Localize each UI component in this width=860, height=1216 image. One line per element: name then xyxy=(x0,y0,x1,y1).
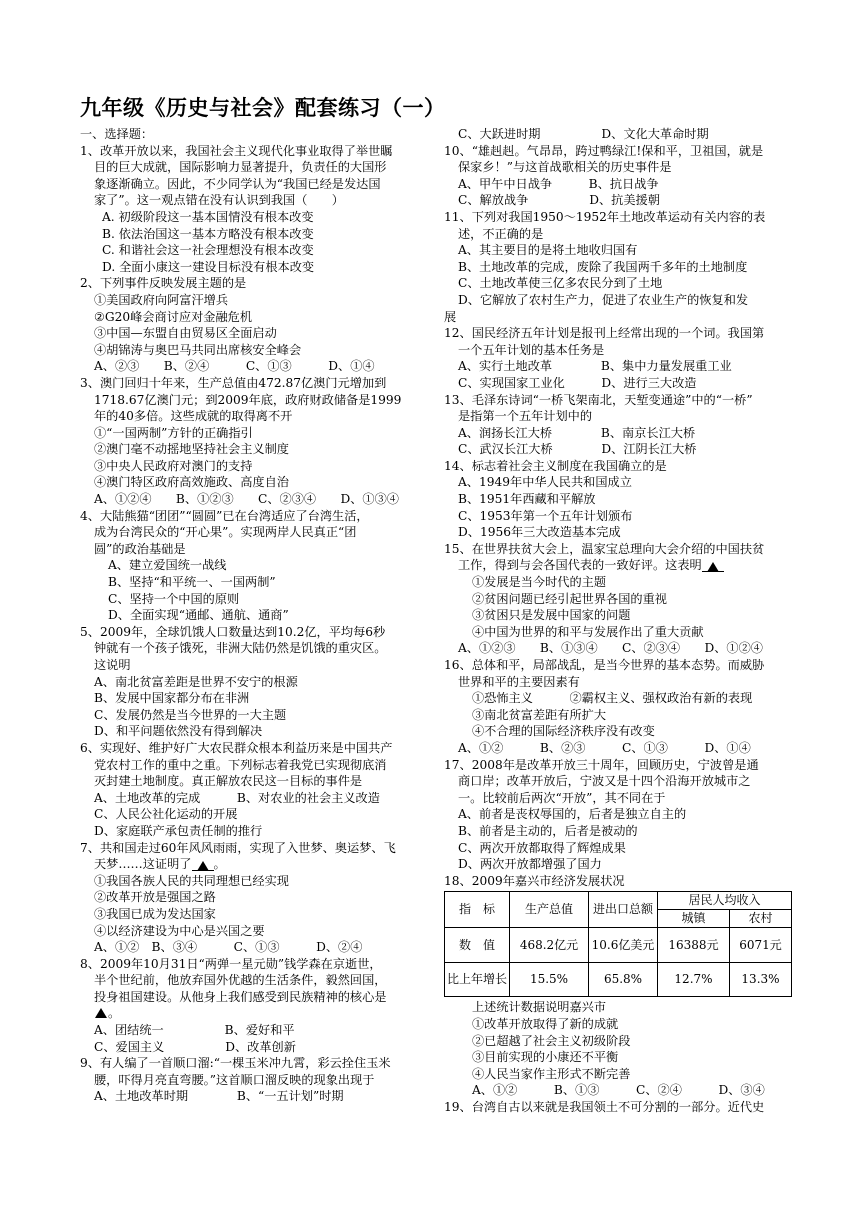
text-line xyxy=(80,375,432,392)
jiaxing-stats-table xyxy=(444,891,792,997)
text-line-content: 一。比较前后两次“开放”，其不同在于 xyxy=(458,790,666,805)
text-line xyxy=(80,259,432,276)
text-line-content: 1、改革开放以来，我国社会主义现代化事业取得了举世瞩 xyxy=(80,143,393,158)
text-line-content: ②G20峰会商讨应对金融危机 xyxy=(94,309,253,324)
text-line-content: ①美国政府向阿富汗增兵 xyxy=(94,292,229,307)
text-line-content: B、发展中国家都分布在非洲 xyxy=(94,691,250,706)
answer-blank xyxy=(94,1006,108,1020)
text-line-content: 15、在世界扶贫大会上，温家宝总理向大会介绍的中国扶贫 xyxy=(444,541,765,556)
text-line-content: 1718.67亿澳门元；到2009年底，政府财政储备是1999 xyxy=(94,392,402,407)
text-line xyxy=(80,441,432,458)
text-line-content: C、实现国家工业化 D、进行三大改造 xyxy=(458,375,697,390)
cell-gdp-growth: 15.5% xyxy=(510,963,589,997)
header-urban: 城镇 xyxy=(658,910,730,928)
text-line xyxy=(444,458,794,475)
cell-urban-value: 16388元 xyxy=(658,928,730,963)
header-income: 居民人均收入 xyxy=(658,892,792,910)
text-line-content: D、和平问题依然没有得到解决 xyxy=(94,724,263,739)
text-line-content: 13、毛泽东诗词“一桥飞架南北，天堑变通途”中的“一桥” xyxy=(444,392,753,407)
text-line xyxy=(80,1022,432,1039)
text-line-content: ②已超越了社会主义初级阶段 xyxy=(472,1033,631,1048)
text-line-content: 16、总体和平，局部战乱，是当今世界的基本态势。而威胁 xyxy=(444,658,765,672)
text-line-content: 成为台湾民众的“开心果”。实现两岸人民真正“团 xyxy=(94,525,357,540)
text-line xyxy=(80,309,432,326)
text-line xyxy=(444,557,794,574)
text-line-content: B、土地改革的完成，废除了我国两千多年的土地制度 xyxy=(458,259,748,274)
text-line xyxy=(80,690,432,707)
text-line xyxy=(80,657,432,674)
text-line xyxy=(444,757,794,774)
text-line-content: A、土地改革时期 B、“一五计划”时期 xyxy=(94,1089,344,1104)
text-line xyxy=(80,1072,432,1089)
text-line xyxy=(80,209,432,226)
answer-blank xyxy=(702,559,724,572)
text-line-content: ①改革开放取得了新的成就 xyxy=(472,1016,619,1031)
text-line xyxy=(444,491,794,508)
text-line-content: A、①② B、③④ C、①③ D、②④ xyxy=(94,940,363,955)
text-line-content: A、①② B、①③ C、②④ D、③④ xyxy=(472,1083,765,1098)
text-line-content: 3、澳门回归十年来，生产总值由472.87亿澳门元增加到 xyxy=(80,375,387,390)
triangle-icon xyxy=(197,861,209,871)
text-line-content: 工作，得到与会各国代表的一致好评。这表明 xyxy=(458,558,702,573)
text-line xyxy=(444,325,794,342)
text-line xyxy=(444,674,794,691)
text-line-content: 6、实现好、维护好广大农民群众根本利益历来是中国共产 xyxy=(80,740,393,755)
text-line-content: 8、2009年10月31日“两弹一星元勋”钱学森在京逝世， xyxy=(80,956,382,971)
answer-blank xyxy=(192,858,214,871)
text-line xyxy=(80,757,432,774)
left-column xyxy=(80,126,432,1105)
cell-trade-value: 10.6亿美元 xyxy=(589,928,658,963)
text-line xyxy=(444,591,794,608)
text-line-content: ①“一国两制”方针的正确指引 xyxy=(94,425,253,440)
text-line xyxy=(444,640,794,657)
text-line-content: 灭封建土地制度。真正解放农民这一目标的事件是 xyxy=(94,774,363,789)
text-line-content: 17、2008年是改革开放三十周年，回顾历史，宁波曾是通 xyxy=(444,757,759,772)
text-line xyxy=(80,906,432,923)
text-line xyxy=(444,1099,794,1116)
text-line-content: 腰，吓得月亮直弯腰。”这首顺口溜反映的现象出现于 xyxy=(94,1072,375,1087)
text-line-content: C、土地改革使三亿多农民分到了土地 xyxy=(458,276,663,291)
text-line-content: ②改革开放是强国之路 xyxy=(94,890,216,905)
text-line xyxy=(80,508,432,525)
text-line-content: D、两次开放都增强了国力 xyxy=(458,857,602,872)
text-line xyxy=(80,773,432,790)
text-line-content: 党农村工作的重中之重。下列标志着我党已实现彻底消 xyxy=(94,757,387,772)
text-line xyxy=(444,126,794,143)
text-line xyxy=(80,806,432,823)
text-line xyxy=(444,408,794,425)
text-line xyxy=(80,292,432,309)
page-title: 九年级《历史与社会》配套练习（一） xyxy=(80,96,446,120)
text-line xyxy=(80,143,432,160)
text-line-content: 半个世纪前，他放弃国外优越的生活条件，毅然回国， xyxy=(94,973,387,988)
text-line-content: 象逐渐确立。因此，不少同学认为“我国已经是发达国 xyxy=(94,176,381,191)
text-line-content: ④以经济建设为中心是兴国之要 xyxy=(94,923,265,938)
cell-rural-growth: 13.3% xyxy=(729,963,791,997)
text-line xyxy=(80,823,432,840)
text-line xyxy=(444,209,794,226)
text-line xyxy=(80,474,432,491)
text-line-content: 2、下列事件反映发展主题的是 xyxy=(80,276,247,291)
text-line-content: ①恐怖主义 ②霸权主义、强权政治有新的表现 xyxy=(472,691,753,706)
text-line xyxy=(80,159,432,176)
text-line xyxy=(444,1082,794,1099)
text-line-content: B、1951年西藏和平解放 xyxy=(458,492,596,507)
text-line-content: 9、有人编了一首顺口溜:“一棵玉米冲九霄，彩云拴住玉米 xyxy=(80,1056,391,1071)
text-line xyxy=(80,557,432,574)
text-line-content: ③南北贫富差距有所扩大 xyxy=(472,707,607,722)
text-line-content: 18、2009年嘉兴市经济发展状况 xyxy=(444,873,625,888)
text-line xyxy=(80,707,432,724)
text-line-content: A、其主要目的是将土地收归国有 xyxy=(458,243,638,258)
text-line-content: 商口岸；改革开放后，宁波又是十四个沿海开放城市之 xyxy=(458,774,751,789)
text-line xyxy=(444,342,794,359)
text-line-content: 世界和平的主要因素有 xyxy=(458,674,580,689)
text-line xyxy=(80,325,432,342)
text-line-content: A、南北贫富差距是世界不安宁的根源 xyxy=(94,674,298,689)
text-line-content: 是指第一个五年计划中的 xyxy=(458,409,593,424)
text-line xyxy=(80,889,432,906)
text-line-content: C、大跃进时期 D、文化大革命时期 xyxy=(458,127,709,141)
text-line xyxy=(444,441,794,458)
text-line-content: 这说明 xyxy=(94,658,131,672)
text-line xyxy=(80,192,432,209)
text-line xyxy=(80,856,432,873)
text-line xyxy=(80,1055,432,1072)
text-line-content: ④不合理的国际经济秩序没有改变 xyxy=(472,724,655,739)
text-line xyxy=(80,790,432,807)
text-line-content: B. 依法治国这一基本方略没有根本改变 xyxy=(102,226,314,241)
text-line xyxy=(444,242,794,259)
text-line xyxy=(80,1005,432,1022)
text-line xyxy=(80,840,432,857)
text-line-content: ④胡锦涛与奥巴马共同出席核安全峰会 xyxy=(94,342,302,357)
text-line-content: 圆”的政治基础是 xyxy=(94,541,186,556)
text-line-content: 10、“雄赳赳。气昂昂，跨过鸭绿江!保和平，卫祖国，就是 xyxy=(444,143,764,158)
text-line xyxy=(444,607,794,624)
text-line-content: D、它解放了农村生产力，促进了农业生产的恢复和发 xyxy=(458,292,749,307)
text-line-content: C、发展仍然是当今世界的一大主题 xyxy=(94,707,287,722)
text-line-content: ③我国已成为发达国家 xyxy=(94,906,216,921)
text-line xyxy=(444,275,794,292)
text-line-content: A、1949年中华人民共和国成立 xyxy=(458,475,632,490)
text-line-content: ①我国各族人民的共同理想已经实现 xyxy=(94,873,289,888)
text-line-content: 一、选择题： xyxy=(80,127,154,141)
text-line xyxy=(444,723,794,740)
text-line-content: C、人民公社化运动的开展 xyxy=(94,807,238,822)
text-line-content: 目的巨大成就，国际影响力显著提升，负责任的大国形 xyxy=(94,160,387,175)
text-line xyxy=(444,292,794,309)
text-line xyxy=(444,192,794,209)
text-line xyxy=(80,640,432,657)
text-line-content: ②澳门毫不动摇地坚持社会主义制度 xyxy=(94,442,289,457)
text-line xyxy=(80,524,432,541)
text-line xyxy=(444,707,794,724)
row-value-label: 数 值 xyxy=(445,928,510,963)
text-line xyxy=(80,491,432,508)
text-line-content: ③目前实现的小康还不平衡 xyxy=(472,1050,619,1065)
triangle-icon xyxy=(707,562,719,572)
text-line xyxy=(444,999,794,1016)
text-line-content: 4、大陆熊猫“团团”“圆圆”已在台湾适应了台湾生活， xyxy=(80,508,369,523)
cell-urban-growth: 12.7% xyxy=(658,963,730,997)
text-line xyxy=(444,657,794,674)
text-line-content: C、武汉长江大桥 D、江阴长江大桥 xyxy=(458,442,697,457)
text-line xyxy=(80,425,432,442)
header-gdp: 生产总值 xyxy=(510,892,589,928)
text-line xyxy=(80,176,432,193)
text-line-content: 5、2009年，全球饥饿人口数量达到10.2亿，平均每6秒 xyxy=(80,624,386,639)
text-line xyxy=(444,259,794,276)
text-line-content: 述，不正确的是 xyxy=(458,226,544,241)
text-line-content: C、解放战争 D、抗美援朝 xyxy=(458,193,660,208)
text-line xyxy=(444,358,794,375)
text-line xyxy=(80,591,432,608)
text-line xyxy=(80,408,432,425)
text-line-content: B、前者是主动的，后者是被动的 xyxy=(458,823,638,838)
text-line-content: 14、标志着社会主义制度在我国确立的是 xyxy=(444,458,667,473)
text-line xyxy=(80,723,432,740)
text-line xyxy=(444,1033,794,1050)
text-line-content: 展 xyxy=(444,309,457,324)
text-line-suffix: 。 xyxy=(213,857,226,872)
header-indicator: 指 标 xyxy=(445,892,510,928)
text-line-content: A、前者是丧权辱国的，后者是独立自主的 xyxy=(458,807,687,822)
text-line-content: A、实行土地改革 B、集中力量发展重工业 xyxy=(458,359,732,374)
triangle-icon xyxy=(95,1008,107,1018)
header-trade: 进出口总额 xyxy=(589,892,658,928)
text-line xyxy=(80,358,432,375)
text-line xyxy=(444,773,794,790)
text-line-content: 12、国民经济五年计划是报刊上经常出现的一个词。我国第 xyxy=(444,326,765,341)
text-line-content: 家了”。这一观点错在没有认识到我国（ ） xyxy=(94,193,344,208)
text-line-content: A、建立爱国统一战线 xyxy=(108,558,227,573)
text-line xyxy=(80,1088,432,1105)
right-top-lines xyxy=(444,126,794,889)
text-line xyxy=(444,375,794,392)
text-line-content: ④人民当家作主形式不断完善 xyxy=(472,1066,631,1081)
text-line xyxy=(80,972,432,989)
text-line-content: ③中国—东盟自由贸易区全面启动 xyxy=(94,326,277,341)
text-line xyxy=(80,541,432,558)
text-line xyxy=(80,342,432,359)
text-line-content: D. 全面小康这一建设目标没有根本改变 xyxy=(102,259,315,274)
text-line xyxy=(444,840,794,857)
text-line-content: 19、台湾自古以来就是我国领土不可分割的一部分。近代史 xyxy=(444,1099,765,1114)
text-line-content: 钟就有一个孩子饿死，非洲大陆仍然是饥饿的重灾区。 xyxy=(94,641,387,656)
text-line xyxy=(444,309,794,326)
text-line-content: ④中国为世界的和平与发展作出了重大贡献 xyxy=(472,624,704,639)
text-line xyxy=(444,574,794,591)
text-line-content: 年的40多倍。这些成就的取得离不开 xyxy=(94,409,293,424)
text-line xyxy=(80,574,432,591)
text-line xyxy=(444,508,794,525)
text-line xyxy=(80,242,432,259)
text-line-content: A、土地改革的完成 B、对农业的社会主义改造 xyxy=(94,790,380,805)
text-line xyxy=(80,939,432,956)
text-line xyxy=(444,176,794,193)
text-line-content: A、①②④ B、①②③ C、②③④ D、①③④ xyxy=(94,492,399,507)
text-line-content: C. 和谐社会这一社会理想没有根本改变 xyxy=(102,243,314,258)
text-line-content: ③贫困只是发展中国家的问题 xyxy=(472,608,631,623)
text-line xyxy=(444,806,794,823)
text-line xyxy=(444,823,794,840)
text-line xyxy=(80,458,432,475)
text-line xyxy=(80,1039,432,1056)
cell-trade-growth: 65.8% xyxy=(589,963,658,997)
text-line xyxy=(80,624,432,641)
right-bottom-lines xyxy=(444,999,794,1115)
text-line xyxy=(444,740,794,757)
text-line-content: A、①②③ B、①③④ C、②③④ D、①②④ xyxy=(458,641,763,656)
cell-rural-value: 6071元 xyxy=(729,928,791,963)
row-growth-label: 比上年增长 xyxy=(445,963,510,997)
text-line-content: ④澳门特区政府高效施政、高度自治 xyxy=(94,475,289,490)
text-line-content: C、坚持一个中国的原则 xyxy=(108,591,240,606)
text-line-content: A、①② B、②③ C、①③ D、①④ xyxy=(458,740,751,755)
text-line-content: B、坚持“和平统一、一国两制” xyxy=(108,575,276,590)
text-line-content: C、两次开放都取得了辉煌成果 xyxy=(458,840,626,855)
text-line xyxy=(80,873,432,890)
text-line xyxy=(444,392,794,409)
text-line-content: 保家乡！”与这首战歌相关的历史事件是 xyxy=(458,160,672,175)
text-line-content: A、润扬长江大桥 B、南京长江大桥 xyxy=(458,425,696,440)
text-line-content: ③中央人民政府对澳门的支持 xyxy=(94,458,253,473)
text-line xyxy=(444,856,794,873)
header-rural: 农村 xyxy=(729,910,791,928)
text-line-suffix: 。 xyxy=(108,1006,121,1021)
text-line xyxy=(80,740,432,757)
text-line-content: 7、共和国走过60年风风雨雨，实现了入世梦、奥运梦、飞 xyxy=(80,840,396,855)
cell-gdp-value: 468.2亿元 xyxy=(510,928,589,963)
text-line-content: ②贫困问题已经引起世界各国的重视 xyxy=(472,591,667,606)
text-line xyxy=(80,126,432,143)
text-line-content: C、爱国主义 D、改革创新 xyxy=(94,1039,296,1054)
text-line-content: 一个五年计划的基本任务是 xyxy=(458,342,605,357)
text-line-content: 投身祖国建设。从他身上我们感受到民族精神的核心是 xyxy=(94,989,387,1004)
text-line xyxy=(444,873,794,890)
text-line xyxy=(444,143,794,160)
text-line xyxy=(444,1066,794,1083)
text-line xyxy=(444,624,794,641)
text-line xyxy=(80,275,432,292)
text-line-content: D、全面实现“通邮、通航、通商” xyxy=(108,608,289,623)
text-line-content: A、团结统一 B、爱好和平 xyxy=(94,1023,295,1038)
text-line xyxy=(444,159,794,176)
text-line xyxy=(444,690,794,707)
text-line xyxy=(80,392,432,409)
text-line xyxy=(444,425,794,442)
right-column xyxy=(444,126,794,1115)
text-line-content: D、家庭联产承包责任制的推行 xyxy=(94,823,263,838)
text-line-content: ①发展是当今时代的主题 xyxy=(472,575,607,590)
text-line xyxy=(80,989,432,1006)
text-line xyxy=(444,524,794,541)
text-line-content: A、②③ B、②④ C、①③ D、①④ xyxy=(94,359,375,374)
text-line xyxy=(80,923,432,940)
text-line-content: 11、下列对我国1950～1952年土地改革运动有关内容的表 xyxy=(444,209,766,224)
text-line xyxy=(80,956,432,973)
text-line xyxy=(80,674,432,691)
text-line-content: A、甲午中日战争 B、抗日战争 xyxy=(458,176,659,191)
text-line-content: 上述统计数据说明嘉兴市 xyxy=(472,1000,607,1015)
text-line xyxy=(444,790,794,807)
text-line-content: D、1956年三大改造基本完成 xyxy=(458,525,621,540)
text-line xyxy=(80,226,432,243)
text-line xyxy=(444,474,794,491)
text-line-content: 天梦……这证明了 xyxy=(94,857,192,872)
text-line xyxy=(80,607,432,624)
text-line-content: C、1953年第一个五年计划颁布 xyxy=(458,508,633,523)
text-line xyxy=(444,1016,794,1033)
text-line xyxy=(444,1049,794,1066)
text-line xyxy=(444,541,794,558)
text-line xyxy=(444,226,794,243)
text-line-content: A. 初级阶段这一基本国情没有根本改变 xyxy=(102,209,314,224)
